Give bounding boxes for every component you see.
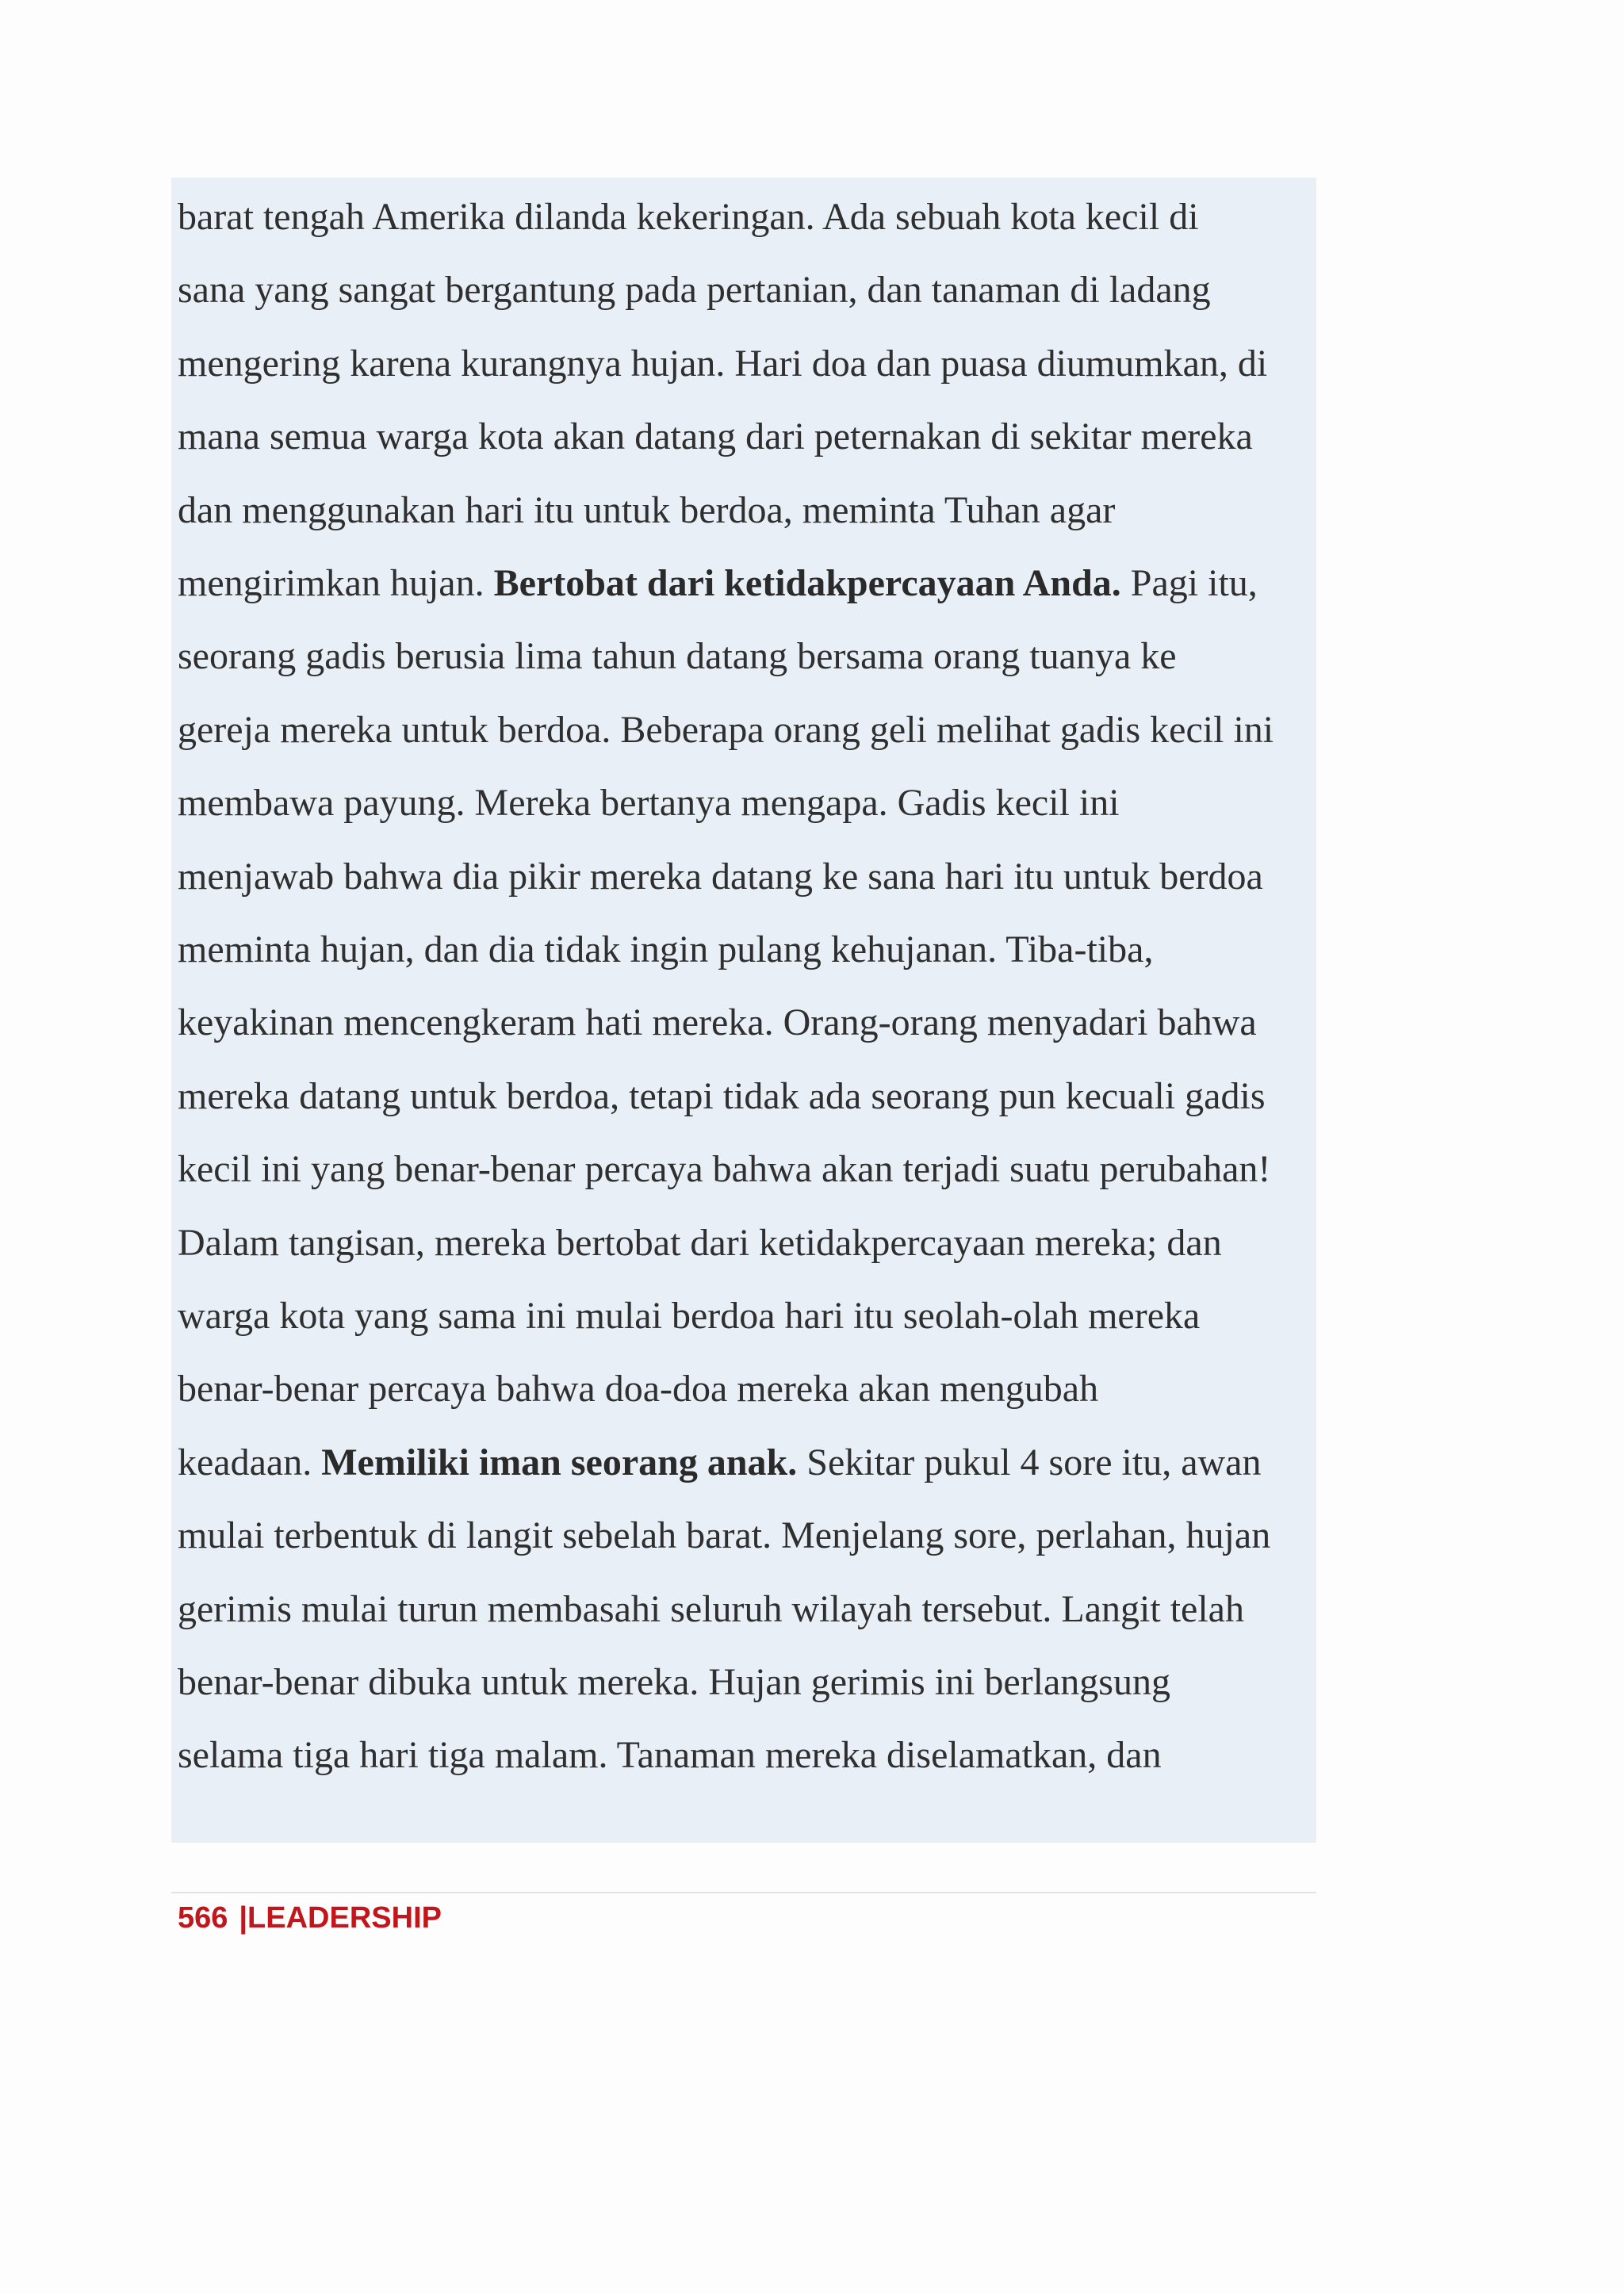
line-text: barat tengah Amerika dilanda kekeringan. Ada sebuah kota kecil di xyxy=(178,196,1199,238)
line-text: benar-benar percaya bahwa doa-doa mereka akan mengubah xyxy=(178,1368,1099,1411)
line-text: dan menggunakan hari itu untuk berdoa, meminta Tuhan agar xyxy=(178,488,1116,531)
line-text: mengering karena kurangnya hujan. Hari doa dan puasa diumumkan, di xyxy=(178,342,1268,385)
footer-divider xyxy=(171,1892,1316,1893)
text-line xyxy=(178,487,1115,534)
text-line xyxy=(178,1659,1170,1706)
text-line xyxy=(178,706,1274,754)
text-line xyxy=(178,853,1263,901)
footer-separator: | xyxy=(239,1901,248,1935)
text-line xyxy=(178,266,1211,314)
text-line xyxy=(178,633,1177,680)
text-line xyxy=(178,560,1258,607)
page-footer xyxy=(178,1898,442,1938)
text-line xyxy=(178,193,1199,241)
text-line xyxy=(178,1732,1162,1779)
line-text: warga kota yang sama ini mulai berdoa hari itu seolah-olah mereka xyxy=(178,1295,1201,1337)
line-text: Dalam tangisan, mereka bertobat dari ketidakpercayaan mereka; dan xyxy=(178,1221,1222,1264)
line-text: keyakinan mencengkeram hati mereka. Orang-orang menyadari bahwa xyxy=(178,1001,1257,1044)
line-text: Sekitar pukul 4 sore itu, awan xyxy=(797,1441,1262,1483)
line-text: membawa payung. Mereka bertanya mengapa. Gadis kecil ini xyxy=(178,782,1120,825)
line-text: mulai terbentuk di langit sebelah barat. Menjelang sore, perlahan, hujan xyxy=(178,1514,1271,1557)
text-line xyxy=(178,1219,1222,1267)
text-line xyxy=(178,926,1153,974)
text-line xyxy=(178,413,1253,461)
bold-phrase: Memiliki iman seorang anak. xyxy=(321,1441,798,1483)
text-line xyxy=(178,999,1257,1047)
section-title: LEADERSHIP xyxy=(247,1901,442,1935)
page-number: 566 xyxy=(178,1901,228,1935)
line-text: menjawab bahwa dia pikir mereka datang ke sana hari itu untuk berdoa xyxy=(178,855,1263,898)
line-text: keadaan. xyxy=(178,1441,322,1483)
line-text: selama tiga hari tiga malam. Tanaman mereka diselamatkan, dan xyxy=(178,1734,1162,1777)
text-line xyxy=(178,1439,1261,1487)
highlighted-text-block xyxy=(171,178,1316,1843)
text-line xyxy=(178,340,1267,388)
line-text: kecil ini yang benar-benar percaya bahwa akan terjadi suatu perubahan! xyxy=(178,1148,1271,1191)
line-text: sana yang sangat bergantung pada pertanian, dan tanaman di ladang xyxy=(178,269,1211,312)
line-text: Pagi itu, xyxy=(1120,562,1258,604)
text-line xyxy=(178,1512,1270,1560)
text-line xyxy=(178,1586,1244,1633)
text-line xyxy=(178,779,1120,827)
line-text: mereka datang untuk berdoa, tetapi tidak ada seorang pun kecuali gadis xyxy=(178,1074,1266,1117)
line-text: mengirimkan hujan. xyxy=(178,562,494,604)
text-line xyxy=(178,1146,1270,1193)
text-line xyxy=(178,1292,1200,1340)
line-text: gerimis mulai turun membasahi seluruh wilayah tersebut. Langit telah xyxy=(178,1587,1244,1630)
line-text: seorang gadis berusia lima tahun datang bersama orang tuanya ke xyxy=(178,635,1177,678)
text-line xyxy=(178,1073,1266,1120)
bold-phrase: Bertobat dari ketidakpercayaan Anda. xyxy=(493,562,1121,604)
line-text: meminta hujan, dan dia tidak ingin pulang kehujanan. Tiba-tiba, xyxy=(178,928,1154,970)
line-text: gereja mereka untuk berdoa. Beberapa orang geli melihat gadis kecil ini xyxy=(178,708,1274,751)
line-text: mana semua warga kota akan datang dari peternakan di sekitar mereka xyxy=(178,415,1253,458)
line-text: benar-benar dibuka untuk mereka. Hujan gerimis ini berlangsung xyxy=(178,1661,1170,1703)
text-line xyxy=(178,1365,1098,1413)
